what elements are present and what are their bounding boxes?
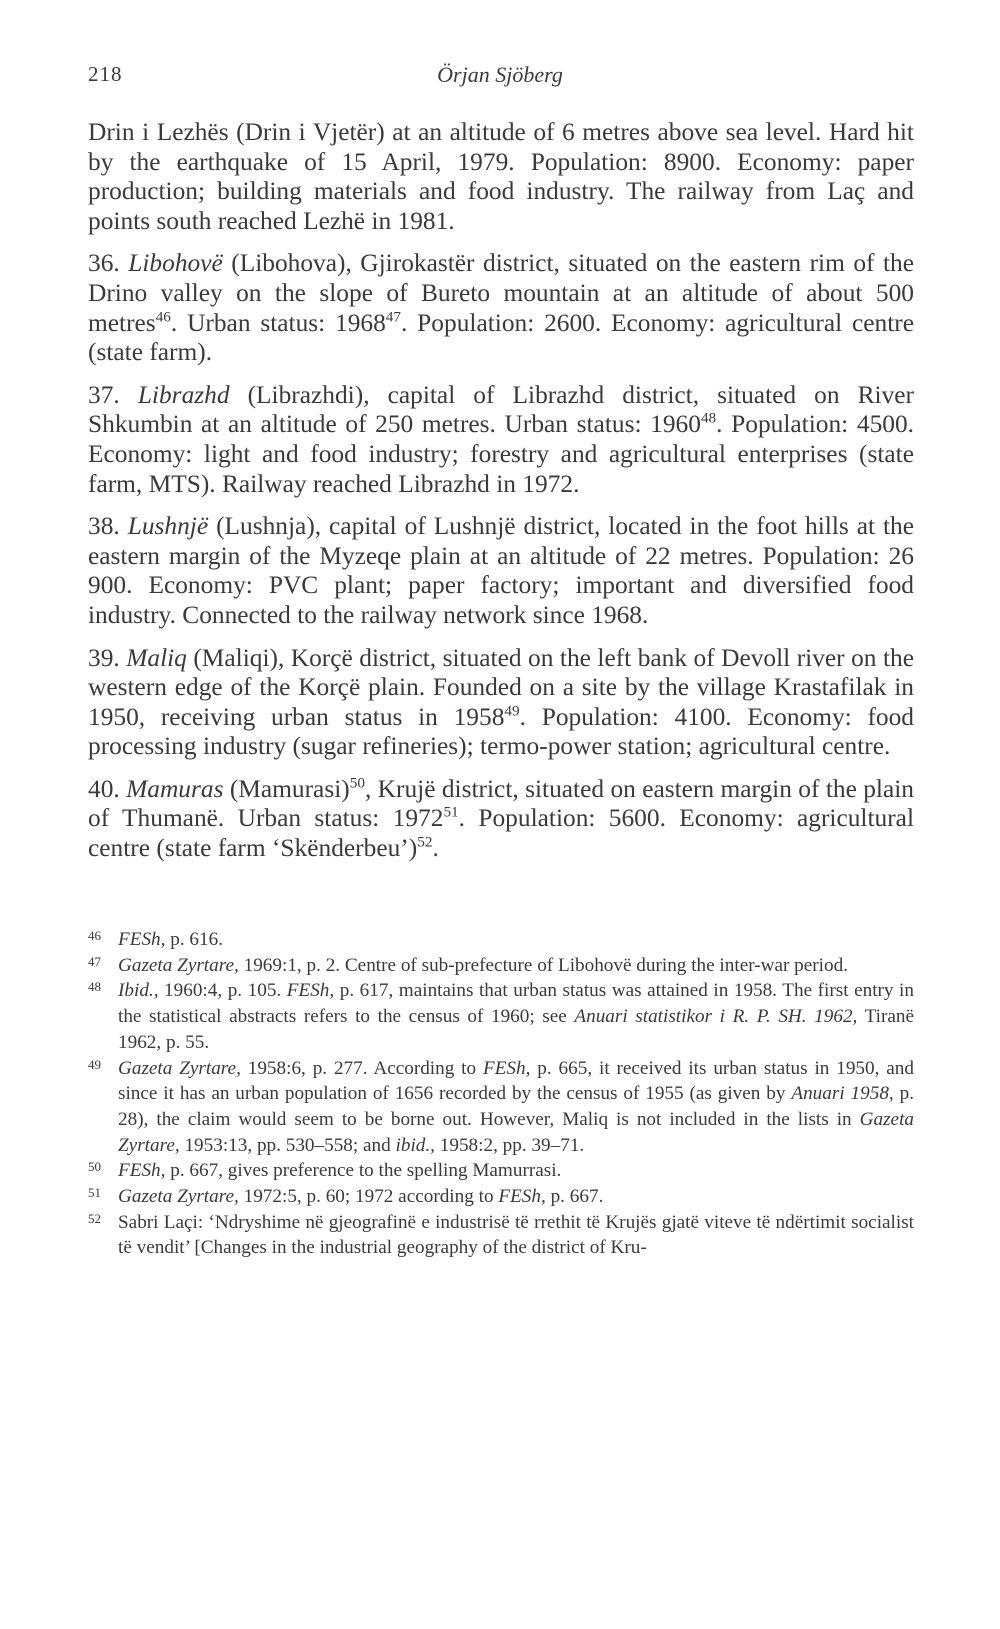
entry-text: . Population: 4500. Economy: light and food industry; forestry and agricultural enterprises (state farm, MTS). Railway reached Librazhd in 1972. [88, 410, 914, 498]
source-title: FESh, [286, 980, 335, 1002]
source-title: FESh, [498, 1186, 546, 1208]
footnote-number: 51 [88, 1185, 101, 1201]
source-title: Ibid., [118, 980, 159, 1002]
footnote-number: 52 [88, 1210, 101, 1226]
footnote-text: p. 28), the claim would seem to be borne out. However, Maliq is not included in the lists in [118, 1083, 914, 1130]
source-title: FESh, [118, 1160, 166, 1182]
page-number: 218 [88, 62, 123, 86]
entry-text: . [432, 834, 439, 863]
footnote-51 [88, 1184, 914, 1210]
footnote-text: 1953:13, pp. 530–558; and [179, 1134, 396, 1156]
entry-text: . Population: 4100. Economy: food processing industry (sugar refineries); termo-power station; agricultural centre. [88, 702, 914, 761]
place-name: Librazhd [137, 380, 230, 409]
footnote-ref-46: 46 [155, 308, 171, 326]
footnote-text: 1958:2, pp. 39–71. [434, 1134, 585, 1156]
entry-number: 37. [88, 380, 120, 409]
footnote-46 [88, 927, 914, 953]
source-title: ibid., [395, 1134, 435, 1156]
place-name: Libohovë [128, 249, 223, 278]
footnote-text: p. 667, gives preference to the spelling Mamurrasi. [165, 1160, 562, 1182]
footnote-number: 49 [88, 1056, 101, 1072]
source-title: Gazeta Zyrtare, [118, 1108, 914, 1156]
entry-text: . Population: 5600. Economy: agricultural centre (state farm ‘Skënderbeu’) [88, 804, 915, 863]
entry-text: . Population: 2600. Economy: agricultural centre (state farm). [88, 308, 914, 367]
footnote-number: 47 [88, 953, 101, 969]
entry-35-continued [88, 118, 914, 236]
entry-text: , Krujë district, situated on eastern margin of the plain of Thumanë. Urban status: 1972 [88, 774, 914, 833]
entry-text: (Librazhdi), capital of Librazhd district, situated on River Shkumbin at an altitude of 250 metres. Urban status: 1960 [88, 380, 914, 439]
footnote-number: 46 [88, 928, 101, 943]
entry-text: (Maliqi), Korçë district, situated on the left bank of Devoll river on the western edge of the Korçë plain. Founded on a site by the village Krastafilak in 1950, receiving urban status in 1958 [88, 643, 914, 731]
footnote-number: 48 [88, 979, 101, 995]
entry-36 [88, 249, 914, 367]
source-title: Anuari statistikor i R. P. SH. 1962, [574, 1006, 858, 1028]
source-title: Gazeta Zyrtare, [118, 954, 239, 976]
footnote-ref-50: 50 [349, 774, 365, 792]
footnote-text: p. 616. [165, 929, 223, 950]
main-text [88, 118, 914, 877]
entry-39 [88, 644, 914, 762]
footnotes [88, 927, 914, 1261]
entry-number: 40. [88, 774, 120, 803]
footnote-48 [88, 978, 914, 1055]
entry-text: (Libohova), Gjirokastër district, situated on the eastern rim of the Drino valley on the slope of Bureto mountain at an altitude of about 500 metres [88, 249, 914, 337]
place-name: Maliq [126, 643, 187, 672]
footnote-47 [88, 953, 914, 979]
place-name: Lushnjë [127, 512, 209, 541]
footnote-text: 1969:1, p. 2. Centre of sub-prefecture of Libohovë during the inter-war period. [238, 954, 848, 976]
place-name: Mamuras [126, 774, 224, 803]
footnote-50 [88, 1158, 914, 1184]
source-title: Gazeta Zyrtare, [118, 1186, 239, 1208]
footnote-ref-48: 48 [700, 409, 717, 427]
footnote-text: p. 667. [545, 1186, 604, 1208]
footnote-text: 1958:6, p. 277. According to [240, 1057, 483, 1079]
running-head: Örjan Sjöberg [437, 62, 563, 87]
footnote-text: 1960:4, p. 105. [158, 980, 287, 1002]
footnote-text: p. 617, maintains that urban status was attained in 1958. The first entry in the statistical abstracts refers to the census of 1960; see [118, 980, 914, 1028]
source-title: FESh, [118, 929, 166, 950]
footnote-text: Sabri Laçi: ‘Ndryshime në gjeografinë e industrisë të rrethit të Krujës gjatë viteve të ndërtimit socialist të vendit’ [Changes in the industrial geography of the district of Kru- [118, 1211, 914, 1259]
entry-number: 38. [88, 512, 120, 541]
footnote-ref-52: 52 [417, 833, 433, 851]
footnote-number: 50 [88, 1159, 101, 1175]
entry-38 [88, 512, 914, 630]
source-title: Gazeta Zyrtare, [118, 1057, 241, 1079]
entry-text: Drin i Lezhës (Drin i Vjetër) at an altitude of 6 metres above sea level. Hard hit by the earthquake of 15 April, 1979. Population: 8900. Economy: paper production; building materials and food industry. The railway from Laç and points south reached Lezhë in 1981. [88, 118, 914, 235]
entry-40 [88, 775, 914, 864]
source-title: Anuari 1958, [791, 1083, 894, 1105]
source-title: FESh, [482, 1057, 531, 1079]
footnote-text: 1972:5, p. 60; 1972 according to [238, 1186, 499, 1208]
footnote-text: p. 665, it received its urban status in 1950, and since it has an urban population of 1656 recorded by the census of 1955 (as given by [118, 1057, 914, 1105]
entry-text: . Urban status: 1968 [170, 308, 386, 337]
entry-number: 39. [88, 643, 120, 672]
footnote-52 [88, 1210, 914, 1261]
entry-text: (Lushnja), capital of Lushnjë district, located in the foot hills at the eastern margin of the Myzeqe plain at an altitude of 22 metres. Population: 26 900. Economy: PVC plant; paper factory; important and diversified food industry. Connected to the railway network since 1968. [88, 512, 914, 629]
entry-number: 36. [88, 249, 120, 278]
footnote-ref-47: 47 [385, 308, 402, 326]
footnote-ref-51: 51 [443, 804, 459, 822]
entry-text: (Mamurasi) [223, 774, 350, 803]
entry-37 [88, 381, 914, 499]
footnote-ref-49: 49 [504, 702, 520, 720]
footnote-49 [88, 1056, 914, 1159]
footnote-text: Tiranë 1962, p. 55. [118, 1006, 915, 1053]
